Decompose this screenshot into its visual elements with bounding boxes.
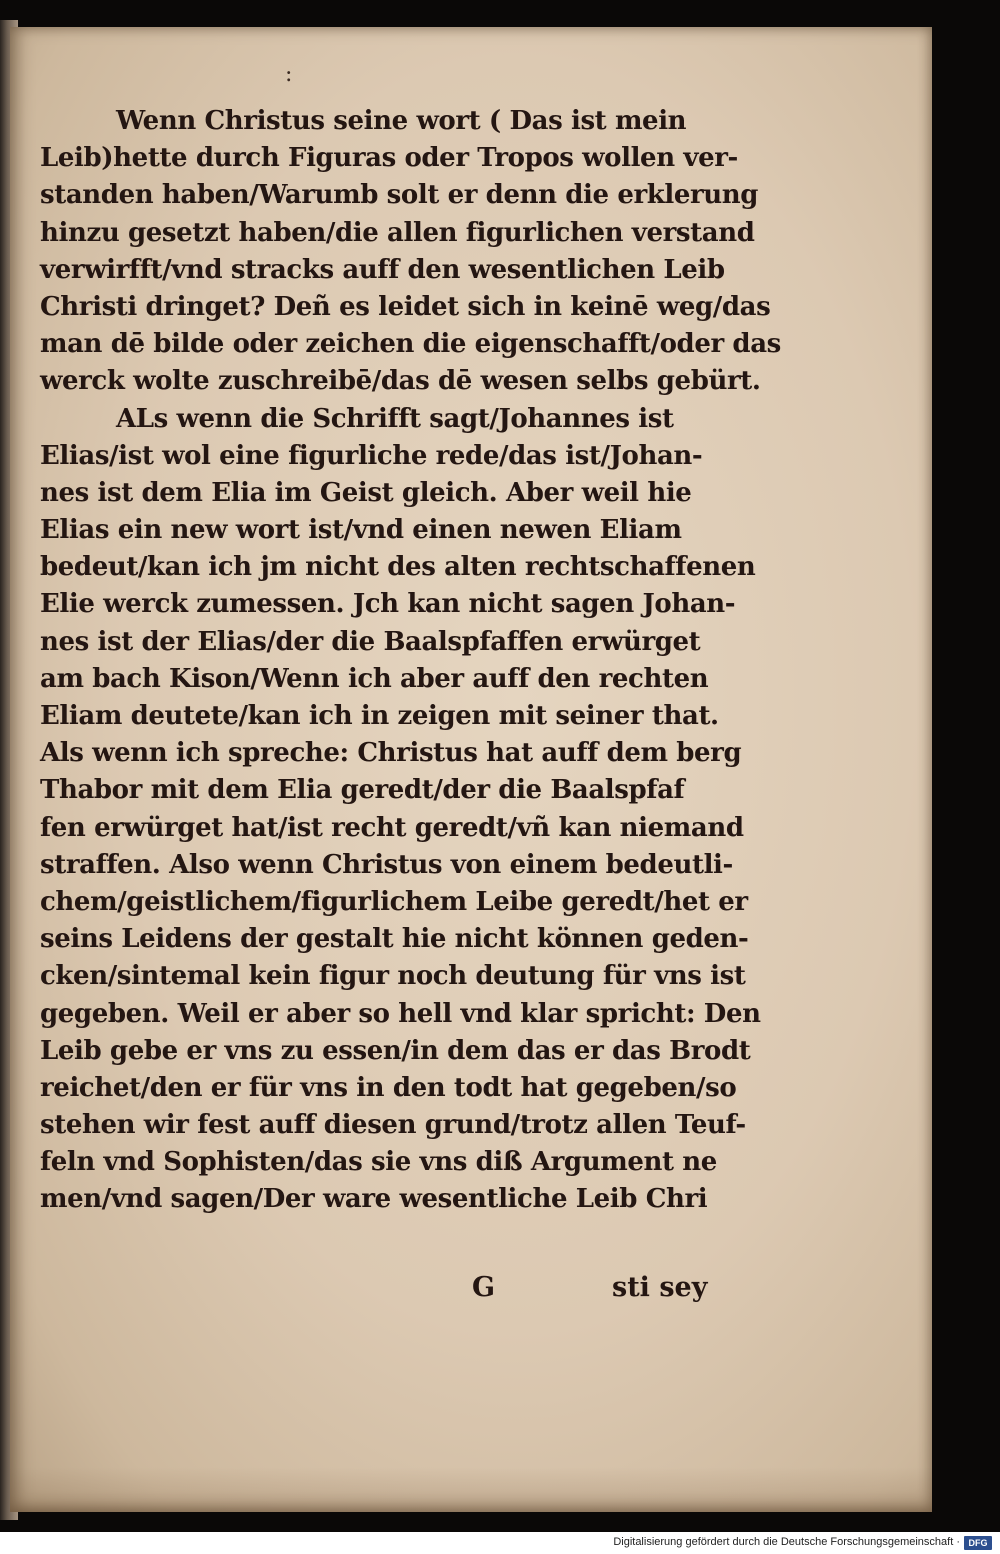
text-line: fen erwürget hat/ist recht geredt/vñ kan niemand <box>40 812 744 843</box>
text-line: nes ist der Elias/der die Baalspfaffen erwürget <box>40 626 701 657</box>
text-line: Eliam deutete/kan ich in zeigen mit seiner that. <box>40 701 719 731</box>
footer-credit-text: Digitalisierung gefördert durch die Deutsche Forschungsgemeinschaft · <box>613 1536 960 1548</box>
text-line: men/vnd sagen/Der ware wesentliche Leib Chri <box>40 1184 708 1215</box>
text-line: verwirfft/vnd stracks auff den wesentlichen Leib <box>40 254 725 285</box>
text-line: Thabor mit dem Elia geredt/der die Baalspfaf <box>40 775 685 806</box>
text-line: reichet/den er für vns in den todt hat gegeben/so <box>40 1072 737 1103</box>
dfg-logo-icon: DFG <box>964 1536 992 1550</box>
text-line: man dē bilde oder zeichen die eigenschafft/oder das <box>40 329 781 360</box>
text-line: Christi dringet? Deñ es leidet sich in keinē weg/das <box>40 291 771 322</box>
text-line: am bach Kison/Wenn ich aber auff den rechten <box>40 663 709 694</box>
text-line: Leib)hette durch Figuras oder Tropos wollen ver- <box>40 143 738 174</box>
text-line: Elie werck zumessen. Jch kan nicht sagen Johan- <box>40 589 736 620</box>
text-line: Elias ein new wort ist/vnd einen newen Eliam <box>40 515 682 546</box>
text-line: chem/geistlichem/figurlichem Leibe geredt/het er <box>40 886 748 917</box>
text-line: werck wolte zuschreibē/das dē wesen selbs gebürt. <box>40 366 761 397</box>
text-line: Als wenn ich spreche: Christus hat auff dem berg <box>40 738 742 769</box>
text-line: feln vnd Sophisten/das sie vns diß Argument ne <box>40 1147 717 1178</box>
text-line: cken/sintemal kein figur noch deutung für vns ist <box>40 961 746 992</box>
text-line: standen haben/Warumb solt er denn die erklerung <box>40 180 759 211</box>
text-line: nes ist dem Elia im Geist gleich. Aber weil hie <box>40 477 692 508</box>
text-line: seins Leidens der gestalt hie nicht können geden- <box>40 924 749 955</box>
text-line: ALs wenn die Schrifft sagt/Johannes ist <box>116 403 674 434</box>
text-line: bedeut/kan ich jm nicht des alten rechtschaffenen <box>40 552 756 583</box>
catchword: sti sey <box>612 1272 708 1303</box>
page-text-block <box>40 103 781 1219</box>
text-line: gegeben. Weil er aber so hell vnd klar spricht: Den <box>40 998 761 1029</box>
signature-mark: G <box>472 1272 496 1303</box>
digitization-footer <box>0 1532 1000 1554</box>
page-bottom-shadow <box>10 1467 932 1512</box>
text-line: stehen wir fest auff diesen grund/trotz allen Teuf- <box>40 1110 746 1141</box>
text-line: straffen. Also wenn Christus von einem bedeutli- <box>40 849 733 880</box>
text-line: Wenn Christus seine wort ( Das ist mein <box>116 106 687 136</box>
text-line: hinzu gesetzt haben/die allen figurlichen verstand <box>40 217 755 248</box>
text-line: Elias/ist wol eine figurliche rede/das ist/Johan- <box>40 440 703 471</box>
text-line: Leib gebe er vns zu essen/in dem das er das Brodt <box>40 1035 751 1066</box>
top-mark: : <box>285 62 293 87</box>
